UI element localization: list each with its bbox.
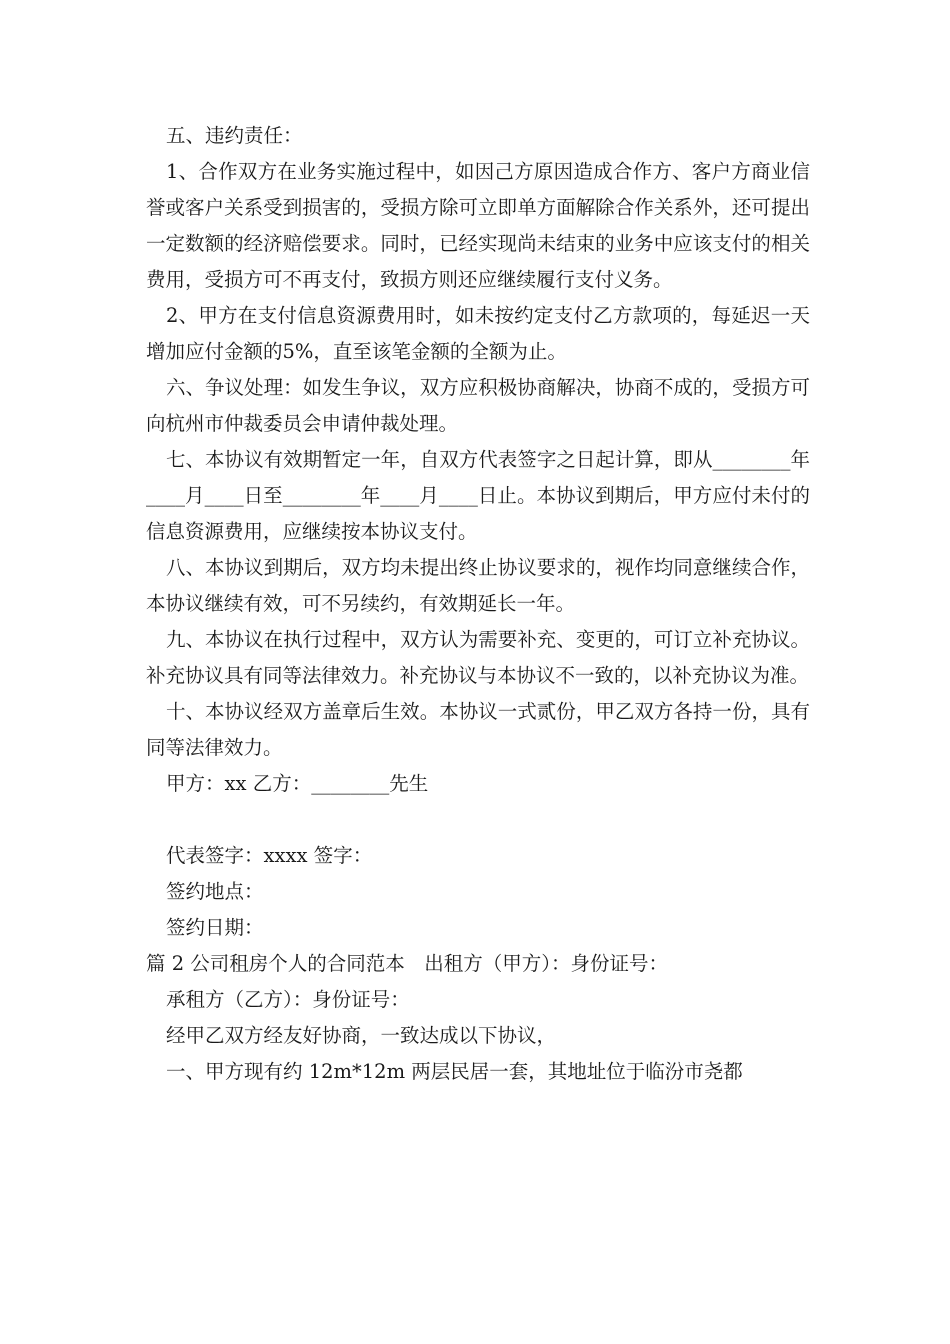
clause-supplement: 九、本协议在执行过程中，双方认为需要补充、变更的，可订立补充协议。补充协议具有同等法律效力。补充协议与本协议不一致的，以补充协议为准。 <box>146 628 810 687</box>
lessee-line: 承租方（乙方）：身份证号： <box>166 988 410 1011</box>
document-body <box>146 118 810 1090</box>
clause-breach-1: 1、合作双方在业务实施过程中，如因己方原因造成合作方、客户方商业信誉或客户关系受到损害的，受损方除可立即单方面解除合作关系外，还可提出一定数额的经济赔偿要求。同时，已经实现尚未结束的业务中应该支付的相关费用，受损方可不再支付，致损方则还应继续履行支付义务。 <box>146 160 810 291</box>
clause-property: 一、甲方现有约 12m*12m 两层民居一套，其地址位于临汾市尧都 <box>166 1060 743 1083</box>
blank-line <box>146 802 810 838</box>
signature-representative: 代表签字：xxxx 签字： <box>166 844 373 867</box>
clause-renewal: 八、本协议到期后，双方均未提出终止协议要求的，视作均同意继续合作，本协议继续有效，可不另续约，有效期延长一年。 <box>146 556 810 615</box>
signature-location: 签约地点： <box>166 880 264 903</box>
section-heading-breach: 五、违约责任： <box>166 124 303 147</box>
clause-breach-2: 2、甲方在支付信息资源费用时，如未按约定支付乙方款项的，每延迟一天增加应付金额的5%，直至该笔金额的全额为止。 <box>146 304 810 363</box>
clause-effective: 十、本协议经双方盖章后生效。本协议一式贰份，甲乙双方各持一份，具有同等法律效力。 <box>146 700 810 759</box>
agreement-intro: 经甲乙双方经友好协商，一致达成以下协议， <box>166 1024 557 1047</box>
clause-validity: 七、本协议有效期暂定一年，自双方代表签字之日起计算，即从________年____月____日至________年____月____日止。本协议到期后，甲方应付未付的信息资源费用，应继续按本协议支付。 <box>146 448 810 543</box>
next-contract-heading: 篇 2 公司租房个人的合同范本 出租方（甲方）：身份证号： <box>146 952 669 975</box>
clause-dispute: 六、争议处理：如发生争议，双方应积极协商解决，协商不成的，受损方可向杭州市仲裁委员会申请仲裁处理。 <box>146 376 810 435</box>
parties-line: 甲方：xx 乙方：________先生 <box>166 772 429 795</box>
signature-date: 签约日期： <box>166 916 264 939</box>
